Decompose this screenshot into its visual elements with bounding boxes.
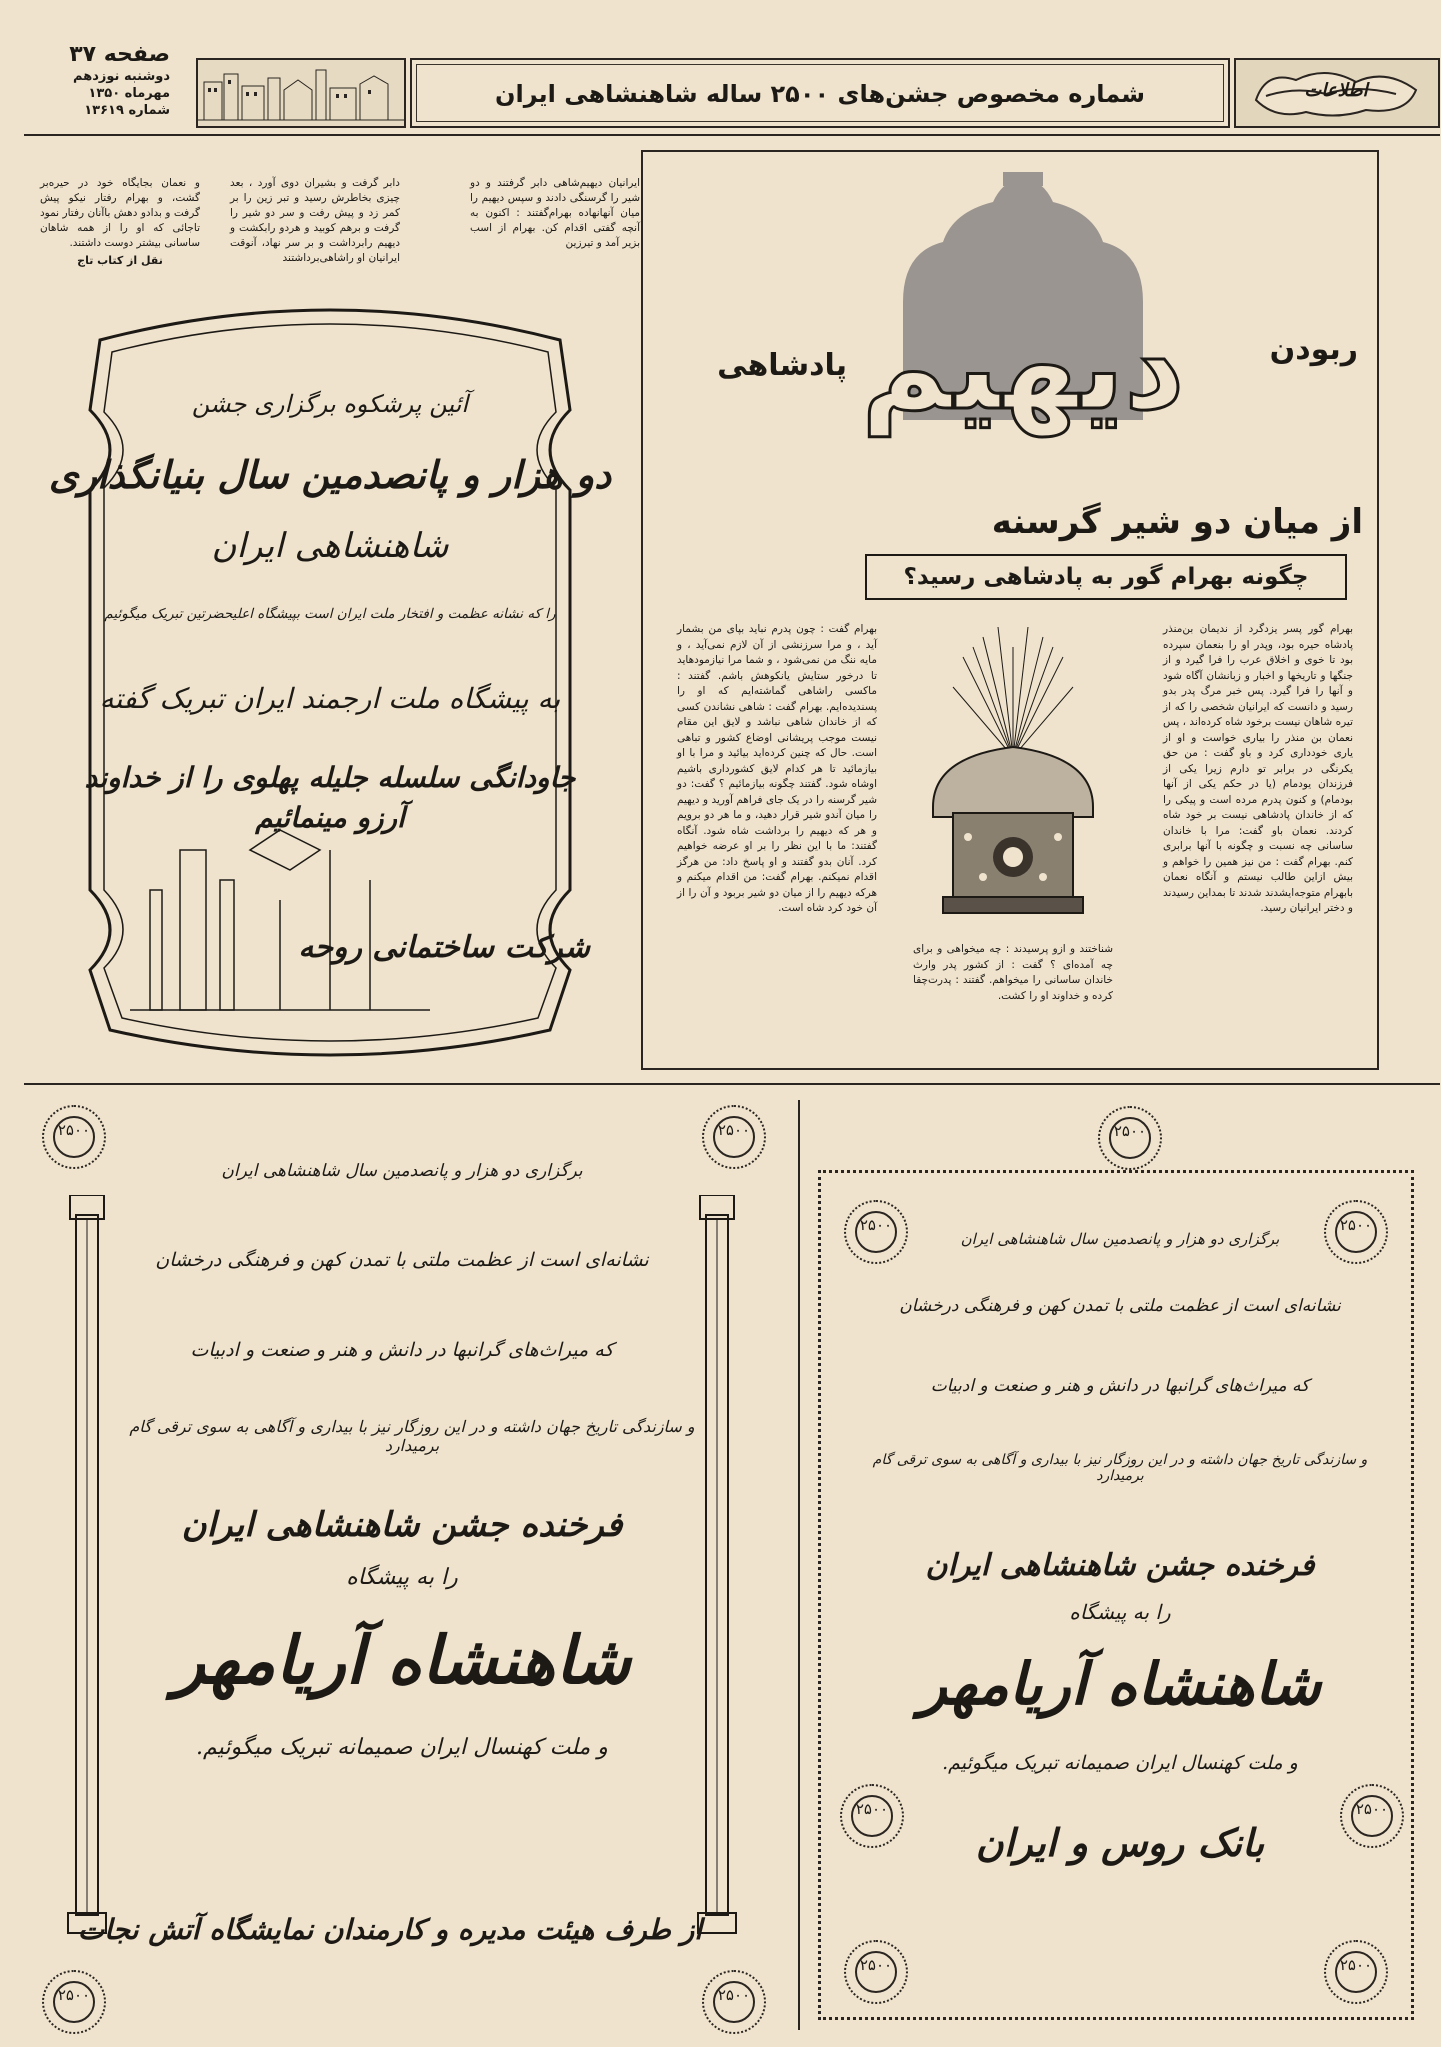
article-continuation-1: ایرانیان دیهیم‌شاهی دابر گرفتند و دو شیر را گرسنگی دادند و سپس دیهیم را میان آنهانهاده بهرام‌گفتند : اکنون به آنچه گفتی اقدام کن. بهرام از اسب بزیر آمد و تیرزین <box>470 177 640 249</box>
bank-line-8: و ملت کهنسال ایران صمیمانه تبریک میگوئیم. <box>942 1752 1298 1774</box>
atash-line-7: شاهنشاه آریامهر <box>173 1621 631 1699</box>
page-number: صفحه ۳۷ <box>69 42 170 67</box>
article-source: نقل از کتاب تاج <box>77 254 163 267</box>
header-illustration <box>196 58 406 128</box>
issue-number: شماره ۱۳۶۱۹ <box>84 103 170 118</box>
bank-line-7: شاهنشاه آریامهر <box>918 1650 1322 1718</box>
medal-icon: ۲۵۰۰ <box>1324 1200 1388 1264</box>
medal-icon: ۲۵۰۰ <box>702 1105 766 1169</box>
city-skyline-illustration <box>198 60 404 126</box>
atash-signature: از طرف هیئت مدیره و کارمندان نمایشگاه آتش نجات <box>77 1913 702 1946</box>
article-column-right: بهرام گور پسر یزدگرد از ندیمان بن‌منذر پادشاه حیره بود، وپدر او را بنعمان سپرده بود تا خوی و اخلاق عرب را فرا گیرد و از جنگها و تاریخها و اخبار و زبانشان آگاه شود و آنها را فرا گیرد. پس خبر مرگ پدر بدو رسید و دانست که ایرانیان شخصی را که از تیره شاهان نیست برخود شاه کرده‌اند ، پس نعمان بن منذر را بیاری خواست و او از یاری خودداری کرد و باو گفت : من حق یکرنگی در برابر تو دارم زیرا یکی از فرزندان یودمام (یا در حکم یکی از آنها بودمام) و کنون پدرم مرده است و پیکی را که از خاندان پادشاهی نیست بر خود شاه کردند. نعمان باو گفت: مرا با خاندان ساسانی چه نسبت و چگونه با آنها برابری کنم. بهرام گفت : من نیز همین را خواهم و بیش ازاین طالب نیستم و آنگاه نعمان بابهرام متوجه‌ایشدند شدند تا بمداین رسیدند و دختر ایرانیان رسید. <box>1163 623 1353 914</box>
ad-ruhe <box>30 290 630 1080</box>
headline-big-word: دیهیم <box>861 298 1185 436</box>
article-continuation-2: دابر گرفت و بشیران دوی آورد ، بعد چیزی بخاطرش رسید و تبر زین را بر کمر زد و پیش رفت و سر دو شیر را گرفت و برهم کوبید و هردو رابکشت و دیهیم رابرداشت و بر سر نهاد، آنوقت ایرانیان او راشاهی‌برداشتند <box>230 177 400 264</box>
atash-line-8: و ملت کهنسال ایران صمیمانه تبریک میگوئیم. <box>196 1735 608 1760</box>
article-subhead: از میان دو شیر گرسنه <box>991 502 1363 542</box>
header-rule <box>24 134 1440 136</box>
ruhe-signature: شرکت ساختمانی روحه <box>298 930 590 965</box>
persepolis-column-icon <box>62 1195 112 1955</box>
bank-line-4: و سازندگی تاریخ جهان داشته و در این روزگار نیز با بیداری و آگاهی به سوی ترقی گام برمیدارد <box>872 1452 1368 1484</box>
medal-icon: ۲۵۰۰ <box>844 1940 908 2004</box>
atash-line-1: برگزاری دو هزار و پانصدمین سال شاهنشاهی ایران <box>221 1161 583 1181</box>
ad-bank-rus-iran <box>810 1100 1430 2040</box>
medal-icon: ۲۵۰۰ <box>1098 1106 1162 1170</box>
medal-icon: ۲۵۰۰ <box>42 1105 106 1169</box>
issue-meta <box>30 42 170 119</box>
atash-line-4: و سازندگی تاریخ جهان داشته و در این روزگار نیز با بیداری و آگاهی به سوی ترقی گام برمیدارد <box>129 1417 695 1455</box>
atash-line-2: نشانه‌ای است از عظمت ملتی با تمدن کهن و فرهنگی درخشان <box>155 1249 649 1271</box>
ruhe-line-6: جاودانگی سلسله جلیله پهلوی را از خداوند آرزو مینمائیم <box>84 761 576 834</box>
atash-line-5: فرخنده جشن شاهنشاهی ایران <box>181 1505 623 1545</box>
newspaper-logo-box <box>1234 58 1440 128</box>
ruhe-line-5: به پیشگاه ملت ارجمند ایران تبریک گفته <box>99 682 561 715</box>
newspaper-logo-text: اطلاعات <box>1304 80 1368 101</box>
persepolis-column-icon <box>692 1195 742 1955</box>
article-column-left: بهرام گفت : چون پدرم نباید بپای من بشمار آید ، و مرا سرزنشی از آن لازم نمی‌آید ، و مایه ننگ من نمی‌شود ، و شما مرا نیازمودهاید تا درخور ستایش یانکوهش باشم. گفتند : ماکسی راشاهی گماشته‌ایم که او را پسندیده‌ایم. بهرام گفت : شاهی نشاندن کسی که از خاندان شاهی نباشد و لایق این مقام نیست موجب پریشانی اوضاع کشور و تباهی است. حال که چنین کرده‌اید بیائید و مرا با او بیازمائید تا هر کدام لایق کشورداری باشیم اوشاه شود. گفتند چگونه بیازمائیم ؟ گفت: دو شیر گرسنه را در یک جای فراهم آورید و دیهیم را میان آندو شیر قرار دهید، و ما هر دو برویم و هر که دیهیم را برداشت شاه شود. آنگاه گفتند: ما با این نظر را بر او عرضه خواهیم کرد. آنان بدو گفتند و او پاسخ داد: من هرگز اقدام نمیکنم. بهرام گفت: من اقدام میکنم و هرکه دیهیم را از میان دو شیر بربود و آن را از آن خود کرد شاه است. <box>677 623 877 914</box>
bank-line-5: فرخنده جشن شاهنشاهی ایران <box>925 1548 1315 1583</box>
medal-icon: ۲۵۰۰ <box>1340 1784 1404 1848</box>
issue-date: مهرماه ۱۳۵۰ <box>88 86 170 101</box>
crown-caption: شناختند و ازو پرسیدند : چه میخواهی و برای چه آمده‌ای ؟ گفت : از کشور پدر وارث خاندان ساسانی را میخواهم. گفتند : پدرت‌چقا کرده و خداوند او را کشت. <box>913 943 1113 1002</box>
medal-icon: ۲۵۰۰ <box>840 1784 904 1848</box>
headline-left-word: ربودن <box>1269 332 1358 367</box>
ruhe-line-3: شاهنشاهی ایران <box>211 526 449 566</box>
bank-signature: بانک روس و ایران <box>975 1820 1265 1865</box>
issue-day: دوشنبه نوزدهم <box>73 69 170 84</box>
article-frame <box>641 150 1379 1070</box>
header-title-box <box>410 58 1230 128</box>
ruhe-line-2: دو هزار و پانصدمین سال بنیانگذاری <box>48 452 612 497</box>
bank-line-6: را به پیشگاه <box>1069 1600 1171 1624</box>
bank-line-1: برگزاری دو هزار و پانصدمین سال شاهنشاهی ایران <box>960 1230 1280 1248</box>
ad-atash-nejat <box>32 1095 788 2040</box>
bank-line-2: نشانه‌ای است از عظمت ملتی با تمدن کهن و فرهنگی درخشان <box>899 1296 1341 1316</box>
bank-line-3: که میراث‌های گرانبها در دانش و هنر و صنعت و ادبیات <box>930 1376 1310 1396</box>
headline-right-word: پادشاهی <box>717 348 847 383</box>
header-title: شماره مخصوص جشن‌های ۲۵۰۰ ساله شاهنشاهی ایران <box>495 80 1145 108</box>
medal-icon: ۲۵۰۰ <box>844 1200 908 1264</box>
medal-icon: ۲۵۰۰ <box>702 1970 766 2034</box>
article-continuation-3: و نعمان بجایگاه خود در حیره‌بر گشت، و بهرام رفتار نیکو پیش گرفت و بدادو دهش باآنان رفتار نمود تاجائی که او را از همه شاهان ساسانی بیشتر دوست داشتند. <box>40 177 200 249</box>
article-question: چگونه بهرام گور به پادشاهی رسید؟ <box>865 554 1347 600</box>
medal-icon: ۲۵۰۰ <box>1324 1940 1388 2004</box>
ruhe-line-4: را که نشانه عظمت و افتخار ملت ایران است بپیشگاه اعلیحضرتین تبریک میگوئیم <box>104 606 556 622</box>
atash-line-3: که میراث‌های گرانبها در دانش و هنر و صنعت و ادبیات <box>190 1339 614 1361</box>
pahlavi-crown-image <box>913 617 1113 947</box>
medal-icon: ۲۵۰۰ <box>42 1970 106 2034</box>
column-divider-bottom <box>798 1100 800 2030</box>
ruhe-line-1: آئین پرشکوه برگزاری جشن <box>191 390 469 418</box>
atash-line-6: را به پیشگاه <box>346 1565 458 1590</box>
header-title-inner <box>416 64 1224 122</box>
section-divider <box>24 1083 1440 1085</box>
